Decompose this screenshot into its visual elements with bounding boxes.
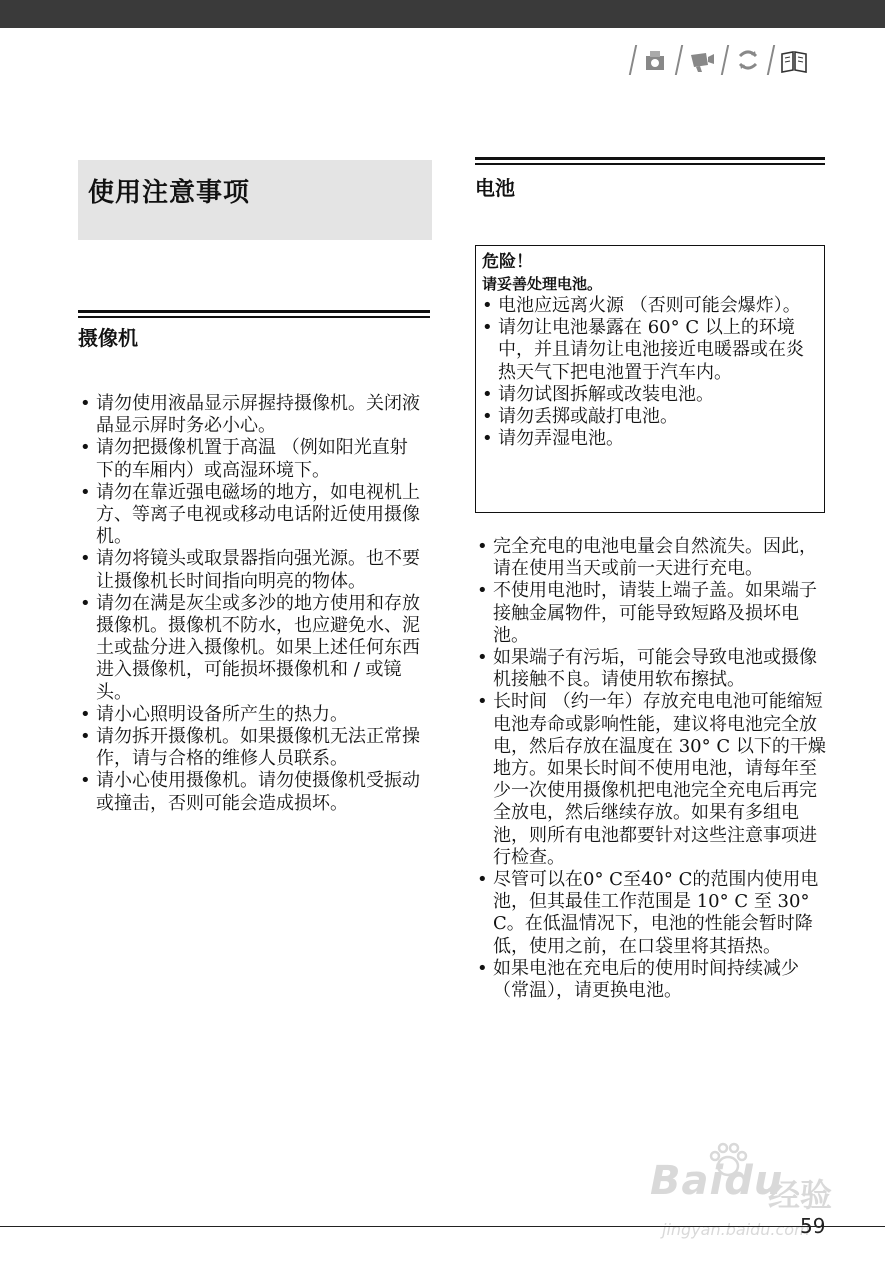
list-item: • 请勿拆开摄像机。如果摄像机无法正常操作，请与合格的维修人员联系。 — [78, 726, 423, 770]
list-item: • 长时间 （约一年）存放充电电池可能缩短电池寿命或影响性能，建议将电池完全放电，然后存放在温度在 30° C 以下的干燥地方。如果长时间不使用电池，请每年至少一次使用摄像机把电池完全充电后再完全放电，然后继续存放。如果有多组电池，则所有电池都要针对这些注意事项进行检查。 — [475, 691, 827, 869]
danger-subtitle: 请妥善处理电池。 — [482, 275, 603, 293]
arrows-icon[interactable] — [732, 44, 764, 76]
watermark-url: jingyan.baidu.com — [662, 1220, 810, 1239]
danger-box — [475, 245, 825, 513]
camcorder-list — [78, 393, 423, 815]
list-item: • 请勿把摄像机置于高温 （例如阳光直射下的车厢内）或高湿环境下。 — [78, 437, 423, 481]
battery-section-rule — [475, 157, 825, 165]
danger-list — [482, 295, 818, 450]
list-item: • 尽管可以在0° C至40° C的范围内使用电池，但其最佳工作范围是 10° C 至 30° C。在低温情况下，电池的性能会暂时降低，使用之前，在口袋里将其捂热。 — [475, 869, 827, 958]
list-item: • 不使用电池时，请装上端子盖。如果端子接触金属物件，可能导致短路及损坏电池。 — [475, 580, 827, 647]
watermark-logo: Baidu — [650, 1158, 784, 1204]
list-item: • 请勿使用液晶显示屏握持摄像机。关闭液晶显示屏时务必小心。 — [78, 393, 423, 437]
nav-separator — [675, 45, 683, 75]
list-item: • 请小心照明设备所产生的热力。 — [78, 704, 423, 726]
camcorder-section-rule — [78, 310, 430, 318]
list-item: • 请勿在满是灰尘或多沙的地方使用和存放摄像机。摄像机不防水，也应避免水、泥土或盐分进入摄像机。如果上述任何东西进入摄像机，可能损坏摄像机和 / 或镜头。 — [78, 593, 423, 704]
list-item: • 请勿将镜头或取景器指向强光源。也不要让摄像机长时间指向明亮的物体。 — [78, 548, 423, 592]
list-item: • 电池应远离火源 （否则可能会爆炸）。 — [482, 295, 818, 317]
page-title-box — [78, 160, 432, 240]
camcorder-icon[interactable] — [686, 44, 718, 76]
list-item: • 请小心使用摄像机。请勿使摄像机受振动或撞击，否则可能会造成损坏。 — [78, 770, 423, 814]
list-item: • 完全充电的电池电量会自然流失。因此，请在使用当天或前一天进行充电。 — [475, 536, 827, 580]
list-item: • 请勿试图拆解或改装电池。 — [482, 384, 818, 406]
camera-prep-icon[interactable] — [640, 44, 672, 76]
top-bar — [0, 0, 885, 28]
nav-separator — [721, 45, 729, 75]
battery-heading: 电池 — [475, 176, 515, 200]
page-number: 59 — [800, 1214, 826, 1238]
list-item: • 如果电池在充电后的使用时间持续减少 （常温），请更换电池。 — [475, 958, 827, 1002]
nav-separator — [767, 45, 775, 75]
book-icon[interactable] — [778, 44, 810, 76]
list-item: • 如果端子有污垢，可能会导致电池或摄像机接触不良。请使用软布擦拭。 — [475, 647, 827, 691]
camcorder-heading: 摄像机 — [78, 326, 138, 350]
danger-title: 危险！ — [482, 252, 533, 272]
battery-list — [475, 536, 827, 1002]
list-item: • 请勿在靠近强电磁场的地方，如电视机上方、等离子电视或移动电话附近使用摄像机。 — [78, 482, 423, 549]
page-title: 使用注意事项 — [88, 178, 251, 208]
nav-separator — [629, 45, 637, 75]
section-nav — [626, 42, 816, 78]
footer-rule — [0, 1226, 885, 1227]
watermark-cn: 经验 — [768, 1176, 833, 1214]
list-item: • 请勿丢掷或敲打电池。 — [482, 406, 818, 428]
list-item: • 请勿让电池暴露在 60° C 以上的环境中，并且请勿让电池接近电暖器或在炎热天气下把电池置于汽车内。 — [482, 317, 818, 384]
list-item: • 请勿弄湿电池。 — [482, 428, 818, 450]
